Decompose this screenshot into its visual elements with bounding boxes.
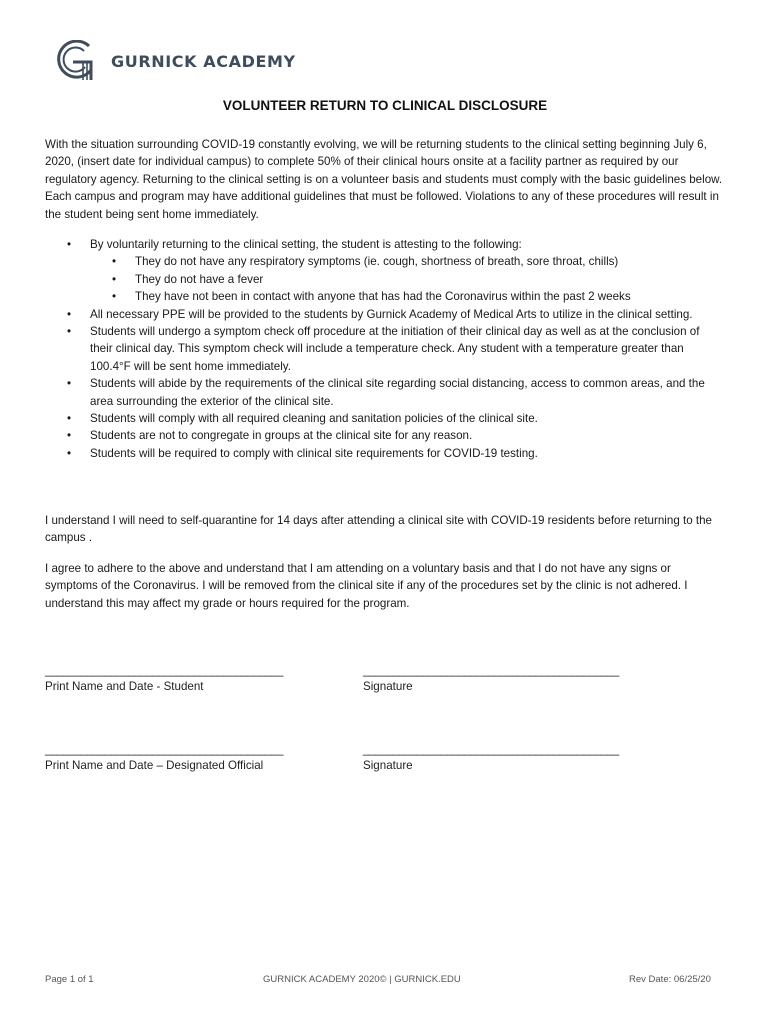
academy-logo	[53, 40, 296, 84]
list-item: • All necessary PPE will be provided to the students by Gurnick Academy of Medical Arts to utilize in the clinical setting.	[45, 306, 725, 323]
list-item: • Students will be required to comply with clinical site requirements for COVID-19 testing.	[45, 445, 725, 462]
sub-list-item: • They do not have any respiratory symptoms (ie. cough, shortness of breath, sore throat, chills)	[90, 253, 725, 270]
list-item: • Students will undergo a symptom check off procedure at the initiation of their clinical day as well as at the conclusion of their clinical day. This symptom check will include a temperature check. Any student with a temperature greater than 100.4°F will be sent home immediately.	[45, 323, 725, 375]
sub-list-item: • They do not have a fever	[90, 271, 725, 288]
student-name-label: Print Name and Date - Student	[45, 680, 204, 693]
footer-center: GURNICK ACADEMY 2020© | GURNICK.EDU	[263, 974, 461, 985]
agreement-paragraph: I agree to adhere to the above and understand that I am attending on a voluntary basis and that I do not have any signs or symptoms of the Coronavirus. I will be removed from the clinical site if any of the procedures set by the clinic is not adhered. I understand this may affect my grade or hours required for the program.	[45, 562, 688, 610]
student-name-line[interactable]: ________________________________________	[45, 664, 283, 677]
student-signature-line[interactable]: ___________________________________________	[363, 664, 619, 677]
sub-list-item: • They have not been in contact with anyone that has had the Coronavirus within the past 2 weeks	[90, 288, 725, 305]
list-item-text: By voluntarily returning to the clinical setting, the student is attesting to the following:	[90, 238, 522, 251]
page-number: Page 1 of 1	[45, 974, 94, 985]
logo-text: GURNICK ACADEMY	[111, 52, 296, 71]
intro-paragraph: With the situation surrounding COVID-19 constantly evolving, we will be returning students to the clinical setting beginning July 6, 2020, (insert date for individual campus) to complete 50% of their clinical hours onsite at a facility partner as required by our regulatory agency. Returning to the clinical setting is on a volunteer basis and students must comply with the basic guidelines below. Each campus and program may have additional guidelines that must be followed. Violations to any of these procedures will result in the student being sent home immediately.	[45, 138, 723, 221]
list-item: • Students are not to congregate in groups at the clinical site for any reason.	[45, 427, 725, 444]
attestation-sublist	[90, 253, 725, 305]
gurnick-logo-icon	[53, 40, 101, 84]
official-signature-label: Signature	[363, 759, 413, 772]
quarantine-paragraph: I understand I will need to self-quarantine for 14 days after attending a clinical site with COVID-19 residents before returning to the campus .	[45, 514, 713, 545]
guidelines-list	[45, 236, 725, 462]
list-item	[45, 236, 725, 306]
official-signature-line[interactable]: ___________________________________________	[363, 743, 619, 756]
list-item: • Students will comply with all required cleaning and sanitation policies of the clinical site.	[45, 410, 725, 427]
revision-date: Rev Date: 06/25/20	[629, 974, 711, 985]
student-signature-label: Signature	[363, 680, 413, 693]
document-title: VOLUNTEER RETURN TO CLINICAL DISCLOSURE	[222, 98, 548, 113]
list-item: • Students will abide by the requirements of the clinical site regarding social distancing, access to common areas, and the area surrounding the exterior of the clinical site.	[45, 375, 725, 410]
official-name-line[interactable]: ________________________________________	[45, 743, 283, 756]
official-name-label: Print Name and Date – Designated Official	[45, 759, 264, 772]
